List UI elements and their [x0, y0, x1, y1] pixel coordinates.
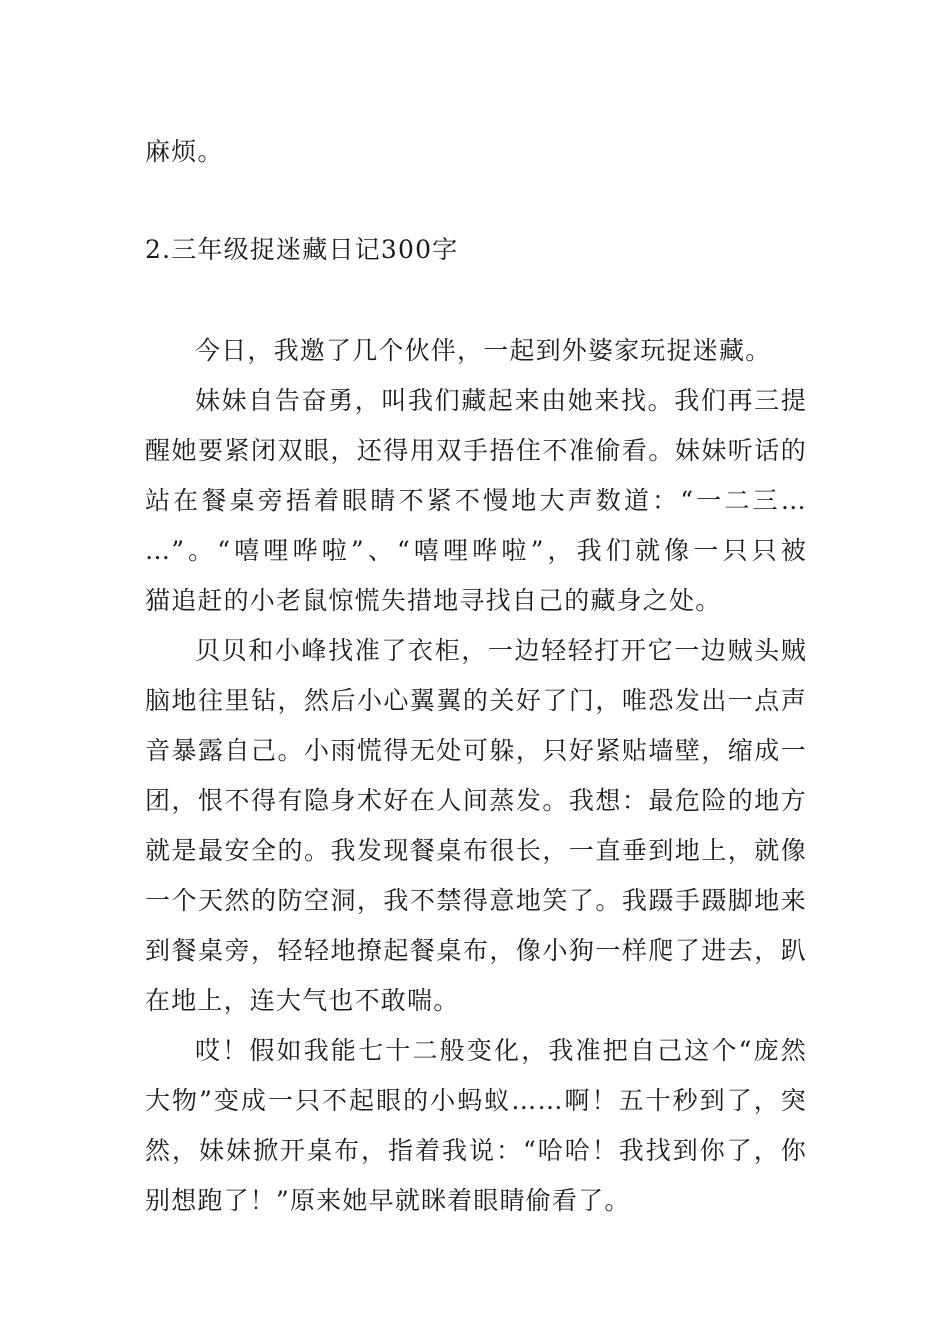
paragraph-3-line-5: 就是最安全的。我发现餐桌布很长，一直垂到地上，就像 — [145, 836, 807, 865]
section-heading: 2.三年级捉迷藏日记300字 — [145, 235, 459, 264]
paragraph-3-line-7: 到餐桌旁，轻轻地撩起餐桌布，像小狗一样爬了进去，趴 — [145, 936, 807, 965]
paragraph-2-line-5: 猫追赶的小老鼠惊慌失措地寻找自己的藏身之处。 — [145, 586, 722, 615]
paragraph-4-line-4: 别想跑了！”原来她早就眯着眼睛偷看了。 — [145, 1186, 631, 1215]
paragraph-3-line-2: 脑地往里钻，然后小心翼翼的关好了门，唯恐发出一点声 — [145, 686, 807, 715]
paragraph-3-line-1: 贝贝和小峰找准了衣柜，一边轻轻打开它一边贼头贼 — [195, 636, 807, 665]
paragraph-3-line-8: 在地上，连大气也不敢喘。 — [145, 986, 460, 1015]
paragraph-3-line-6: 一个天然的防空洞，我不禁得意地笑了。我蹑手蹑脚地来 — [145, 886, 807, 915]
paragraph-3-line-3: 音暴露自己。小雨慌得无处可躲，只好紧贴墙壁，缩成一 — [145, 736, 807, 765]
paragraph-2-line-2: 醒她要紧闭双眼，还得用双手捂住不准偷看。妹妹听话的 — [145, 436, 807, 465]
previous-section-tail: 麻烦。 — [145, 137, 224, 166]
paragraph-4-line-1: 哎！假如我能七十二般变化，我准把自己这个“庞然 — [195, 1036, 807, 1065]
paragraph-2-line-1: 妹妹自告奋勇，叫我们藏起来由她来找。我们再三提 — [195, 386, 807, 415]
paragraph-4-line-3: 然，妹妹掀开桌布，指着我说：“哈哈！我找到你了，你 — [145, 1136, 807, 1165]
paragraph-4-line-2: 大物”变成一只不起眼的小蚂蚁……啊！五十秒到了，突 — [145, 1086, 807, 1115]
paragraph-2-line-4: …”。“嘻哩哗啦”、“嘻哩哗啦”，我们就像一只只被 — [145, 536, 807, 565]
paragraph-2-line-3: 站在餐桌旁捂着眼睛不紧不慢地大声数道：“一二三… — [145, 486, 807, 515]
paragraph-1-line-1: 今日，我邀了几个伙伴，一起到外婆家玩捉迷藏。 — [195, 336, 772, 365]
paragraph-3-line-4: 团，恨不得有隐身术好在人间蒸发。我想：最危险的地方 — [145, 786, 807, 815]
